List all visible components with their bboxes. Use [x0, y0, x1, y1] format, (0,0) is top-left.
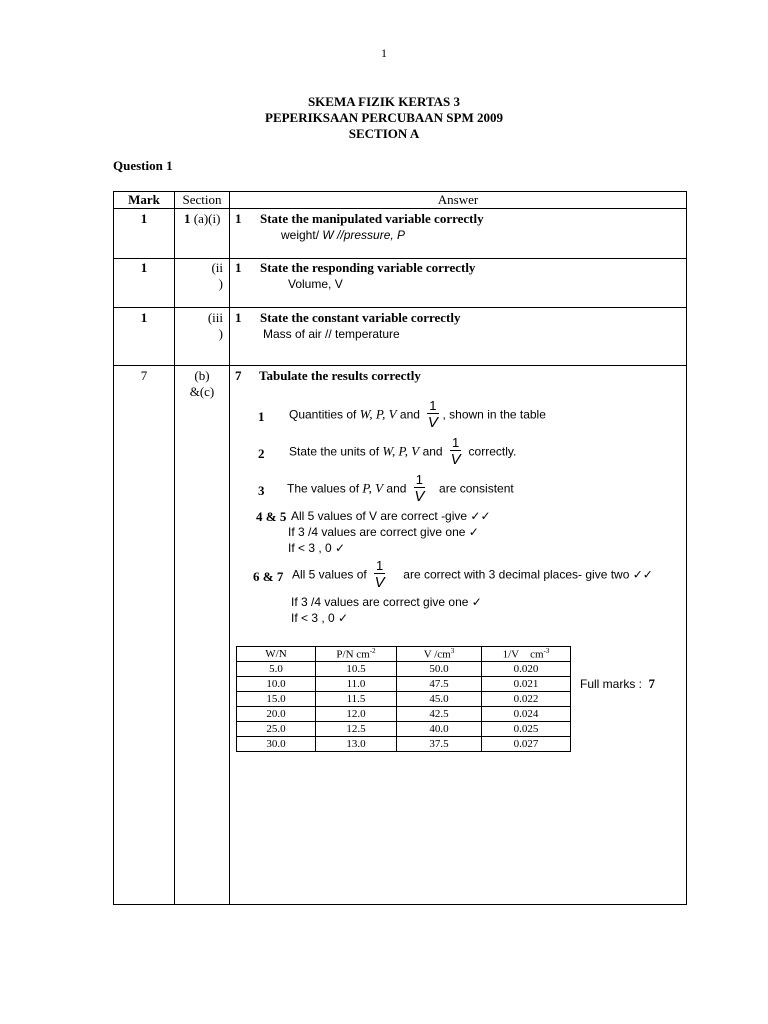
- criterion-text: The values of P, V and $\frac{1}{V}$ are consistent: [287, 472, 514, 505]
- row-divider: [113, 365, 687, 366]
- row-heading: Tabulate the results correctly: [259, 368, 421, 383]
- row-heading: State the constant variable correctly: [260, 310, 461, 325]
- table-cell: 0.027: [482, 737, 571, 752]
- doc-title-1: SKEMA FIZIK KERTAS 3: [307, 94, 461, 109]
- row-mark: 1: [140, 260, 148, 275]
- header-section: Section: [182, 192, 222, 207]
- table-cell: 15.0: [237, 692, 316, 707]
- table-cell: 11.5: [316, 692, 397, 707]
- row-answer: Mass of air // temperature: [263, 327, 400, 341]
- criterion-number: 6 & 7: [253, 569, 284, 584]
- table-cell: 47.5: [397, 677, 482, 692]
- table-cell: 0.021: [482, 677, 571, 692]
- table-cell: 20.0: [237, 707, 316, 722]
- criterion-text: All 5 values of V are correct -give ✓✓: [291, 509, 491, 523]
- row-section: (iii: [207, 310, 223, 325]
- criterion-number: 3: [258, 483, 265, 498]
- column-divider: [229, 191, 230, 905]
- table-cell: 13.0: [316, 737, 397, 752]
- criterion-subtext: If 3 /4 values are correct give one ✓: [288, 525, 479, 539]
- criterion-subtext: If < 3 , 0 ✓: [291, 611, 349, 625]
- row-number: 1: [235, 211, 242, 226]
- criterion-subtext: If < 3 , 0 ✓: [288, 541, 346, 555]
- table-row: [237, 662, 571, 677]
- table-cell: 10.0: [237, 677, 316, 692]
- table-cell: 25.0: [237, 722, 316, 737]
- table-cell: 42.5: [397, 707, 482, 722]
- table-cell: 5.0: [237, 662, 316, 677]
- row-section: (b): [194, 368, 210, 383]
- table-cell: 0.020: [482, 662, 571, 677]
- table-cell: 10.5: [316, 662, 397, 677]
- one-over-v-fraction: $\frac{1}{V}$: [450, 435, 461, 468]
- row-mark: 1: [140, 310, 148, 325]
- table-row: [237, 692, 571, 707]
- header-mark: Mark: [128, 192, 160, 207]
- table-cell: 45.0: [397, 692, 482, 707]
- table-cell: 12.0: [316, 707, 397, 722]
- one-over-v-fraction: $\frac{1}{V}$: [427, 398, 438, 431]
- doc-title-2: PEPERIKSAAN PERCUBAAN SPM 2009: [265, 110, 503, 125]
- criterion-text: State the units of W, P, V and $\frac{1}{V}$ correctly.: [289, 435, 517, 468]
- row-number: 7: [235, 368, 242, 383]
- row-answer: weight/ W //pressure, P: [281, 228, 406, 242]
- criterion-text: All 5 values of $\frac{1}{V}$ are correct with 3 decimal places- give two ✓✓: [292, 558, 653, 591]
- results-header: V $/cm^3$: [397, 647, 482, 662]
- table-cell: 12.5: [316, 722, 397, 737]
- full-marks: Full marks : 7: [580, 676, 656, 691]
- row-divider: [113, 208, 687, 209]
- row-section: 1 (a)(i): [184, 211, 221, 226]
- table-cell: 37.5: [397, 737, 482, 752]
- criterion-number: 2: [258, 446, 265, 461]
- row-number: 1: [235, 260, 242, 275]
- row-number: 1: [235, 310, 242, 325]
- criterion-number: 1: [258, 409, 265, 424]
- results-header-row: [237, 647, 571, 662]
- page-number: 1: [381, 46, 387, 60]
- table-row: [237, 737, 571, 752]
- criterion-subtext: If 3 /4 values are correct give one ✓: [291, 595, 482, 609]
- row-answer: Volume, V: [288, 277, 343, 291]
- criterion-number: 4 & 5: [256, 509, 287, 524]
- one-over-v-fraction: $\frac{1}{V}$: [374, 558, 385, 591]
- table-cell: 11.0: [316, 677, 397, 692]
- row-mark: 1: [140, 211, 148, 226]
- table-row: [237, 722, 571, 737]
- table-cell: 0.024: [482, 707, 571, 722]
- one-over-v-fraction: $\frac{1}{V}$: [414, 472, 425, 505]
- row-divider: [113, 307, 687, 308]
- table-cell: 30.0: [237, 737, 316, 752]
- results-header: P/N $cm^{-2}$: [316, 647, 397, 662]
- doc-title-3: SECTION A: [348, 126, 420, 141]
- row-section-cont: ): [218, 276, 223, 291]
- marking-table: [113, 191, 687, 905]
- results-table: [236, 646, 571, 752]
- table-cell: 40.0: [397, 722, 482, 737]
- row-divider: [113, 258, 687, 259]
- row-section-cont: ): [218, 326, 223, 341]
- row-section: (ii: [211, 260, 223, 275]
- question-label: Question 1: [113, 158, 173, 173]
- table-cell: 0.022: [482, 692, 571, 707]
- criterion-text: Quantities of W, P, V and $\frac{1}{V}$ , shown in the table: [289, 398, 546, 431]
- row-heading: State the manipulated variable correctly: [260, 211, 484, 226]
- column-divider: [174, 191, 175, 905]
- row-heading: State the responding variable correctly: [260, 260, 476, 275]
- table-cell: 50.0: [397, 662, 482, 677]
- results-header: 1/V $cm^{-3}$: [482, 647, 571, 662]
- table-row: [237, 707, 571, 722]
- table-row: [237, 677, 571, 692]
- row-mark: 7: [140, 368, 148, 383]
- table-cell: 0.025: [482, 722, 571, 737]
- row-section-cont: &(c): [189, 384, 215, 399]
- results-header: W/N: [237, 647, 316, 662]
- header-answer: Answer: [437, 192, 479, 207]
